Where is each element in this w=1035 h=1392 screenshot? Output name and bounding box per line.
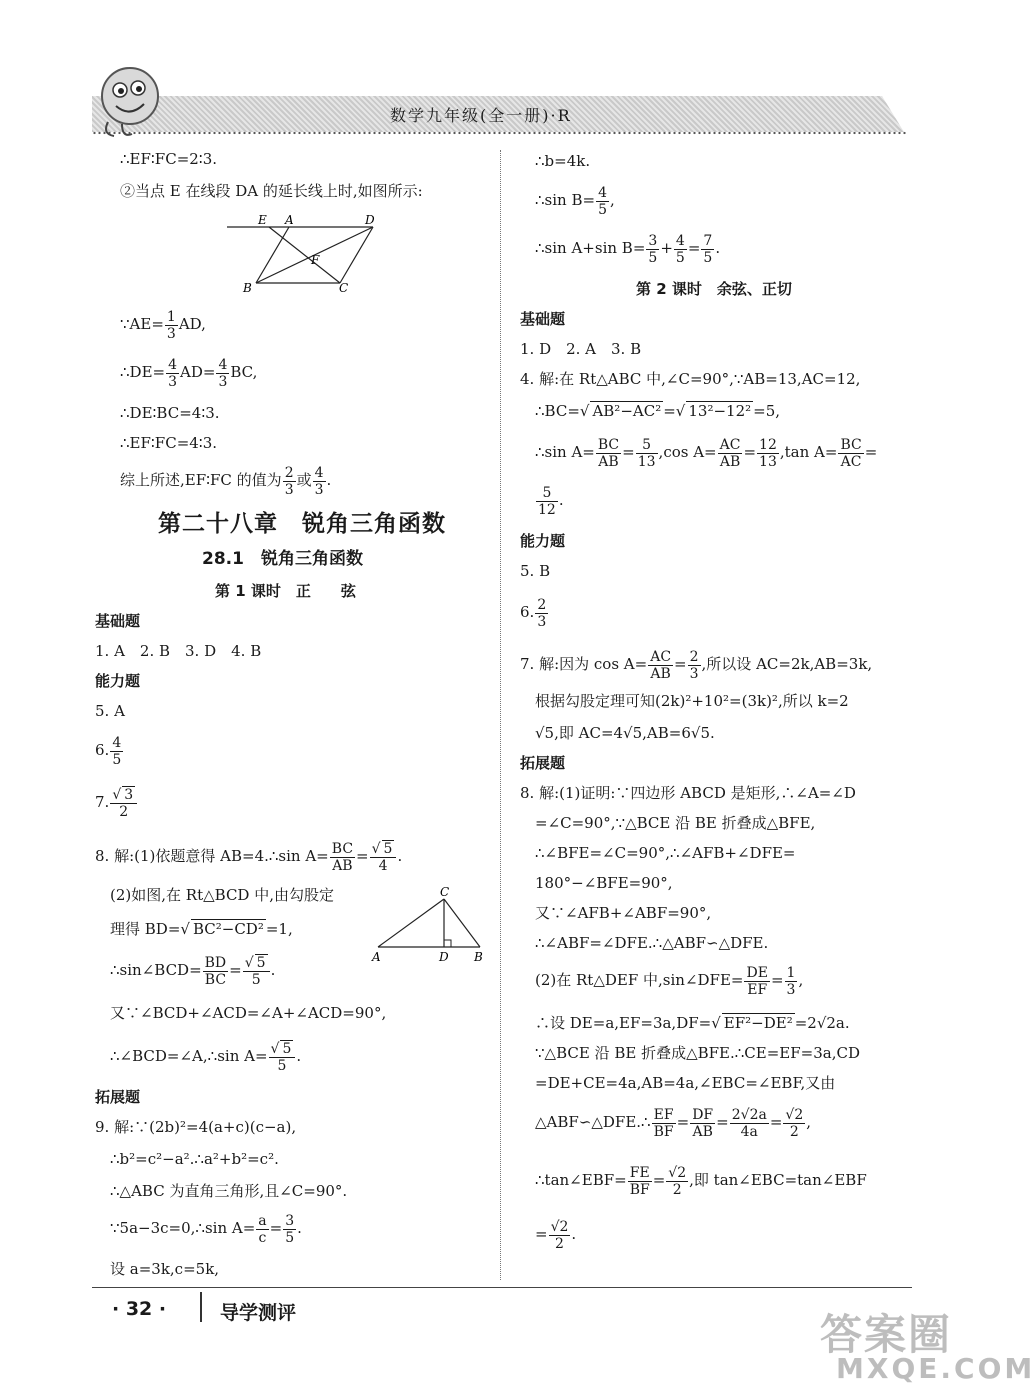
solution-line: 理得 BD=√ BC²−CD² =1, (110, 920, 293, 938)
fig1-label-d: D (365, 213, 375, 227)
section-heading: 能力题 (520, 532, 566, 550)
text-line: ∵AE= $\frac{1}{3}$ AD, (120, 308, 206, 342)
fig1-label-f: F (311, 253, 320, 267)
solution-line: 7. 解:因为 cos A= $\frac{AC}{AB}$ = $\frac{2}{3}$ ,所以设 AC=2k,AB=3k, (520, 648, 873, 682)
answer-line: 1. A 2. B 3. D 4. B (95, 642, 262, 660)
answer-line: 5. A (95, 702, 125, 720)
solution-line: 又∵∠AFB+∠ABF=90°, (535, 904, 712, 922)
fig2-label-d: D (439, 950, 449, 964)
solution-line: 设 a=3k,c=5k, (110, 1260, 220, 1278)
solution-line: 4. 解:在 Rt△ABC 中,∠C=90°,∵AB=13,AC=12, (520, 370, 861, 388)
footer-separator (200, 1292, 202, 1322)
solution-line: ∴BC=√ AB²−AC² =√ 13²−12² =5, (535, 402, 781, 420)
solution-line: 又∵∠BCD+∠ACD=∠A+∠ACD=90°, (110, 1004, 387, 1022)
solution-line: = $\frac{√2}{2}$ . (535, 1218, 577, 1252)
fig2-label-a: A (372, 950, 381, 964)
section-heading: 基础题 (95, 612, 141, 630)
mascot-icon (88, 60, 170, 142)
solution-line: (2)如图,在 Rt△BCD 中,由勾股定 (110, 886, 334, 904)
fig2-label-c: C (440, 885, 450, 899)
solution-line: ∴b²=c²−a².∴a²+b²=c². (110, 1150, 279, 1168)
solution-line: ∴∠ABF=∠DFE.∴△ABF∽△DFE. (535, 934, 769, 952)
section-heading: 基础题 (520, 310, 566, 328)
solution-line: 9. 解:∵(2b)²=4(a+c)(c−a), (95, 1118, 297, 1136)
section-heading: 能力题 (95, 672, 141, 690)
footer-rule (92, 1287, 912, 1288)
solution-line: $\frac{5}{12}$ . (538, 484, 564, 518)
parallelogram-figure (225, 208, 385, 298)
answer-line: 5. B (520, 562, 551, 580)
solution-line: 8. 解:(1)证明:∵四边形 ABCD 是矩形,∴∠A=∠D (520, 784, 856, 802)
solution-line: ∴sin A= $\frac{BC}{AB}$ = $\frac{5}{13}$ ,cos A= $\frac{AC}{AB}$ = $\frac{12}{13}$ ,tan A= $\frac{BC}{AC}$ = (535, 436, 878, 470)
book-title: 导学测评 (220, 1302, 297, 1324)
text-line: 综上所述,EF∶FC 的值为 $\frac{2}{3}$ 或 $\frac{4}{3}$ . (120, 464, 332, 498)
solution-line: ∴sin∠BCD= $\frac{BD}{BC}$ = $\frac{√ 5}{5}$ . (110, 954, 276, 988)
solution-line: 8. 解:(1)依题意得 AB=4.∴sin A= $\frac{BC}{AB}$ = $\frac{√ 5}{4}$ . (95, 840, 403, 874)
text-line: ∴DE= $\frac{4}{3}$ AD= $\frac{4}{3}$ BC, (120, 356, 258, 390)
answer-line: 1. D 2. A 3. B (520, 340, 642, 358)
lesson-title: 第 2 课时 余弦、正切 (636, 280, 792, 298)
solution-line: ∴∠BFE=∠C=90°,∴∠AFB+∠DFE= (535, 844, 796, 862)
solution-line: ∴b=4k. (535, 152, 591, 170)
solution-line: ∴sin B= $\frac{4}{5}$ , (535, 184, 615, 218)
solution-line: √5,即 AC=4√5,AB=6√5. (535, 724, 715, 742)
subchapter-title: 28.1 锐角三角函数 (202, 549, 363, 569)
page-number: · 32 · (112, 1298, 167, 1320)
solution-line: ∵5a−3c=0,∴sin A= $\frac{a}{c}$ = $\frac{3}{5}$ . (110, 1212, 302, 1246)
solution-line: ∴tan∠EBF= $\frac{FE}{BF}$ = $\frac{√2}{2}$ ,即 tan∠EBC=tan∠EBF (535, 1164, 867, 1198)
watermark-url: MXQE.COM (836, 1352, 1035, 1385)
header-dotted-rule (92, 131, 908, 135)
solution-line: ∴△ABC 为直角三角形,且∠C=90°. (110, 1182, 348, 1200)
fig1-label-e: E (258, 213, 267, 227)
solution-line: ∴∠BCD=∠A,∴sin A= $\frac{√ 5}{5}$ . (110, 1040, 302, 1074)
right-triangle-figure (370, 885, 490, 965)
solution-line: ∵△BCE 沿 BE 折叠成△BFE.∴CE=EF=3a,CD (535, 1044, 860, 1062)
answer-line: 6. $\frac{4}{5}$ (95, 734, 122, 768)
header-title: 数学九年级(全一册)·R (390, 106, 572, 125)
solution-line: =DE+CE=4a,AB=4a,∠EBC=∠EBF,又由 (535, 1074, 836, 1092)
fig1-label-a: A (285, 213, 294, 227)
text-line: ∴EF∶FC=2∶3. (120, 150, 218, 168)
text-line: ②当点 E 在线段 DA 的延长线上时,如图所示: (120, 182, 423, 200)
text-line: ∴DE∶BC=4∶3. (120, 404, 220, 422)
lesson-title: 第 1 课时 正 弦 (215, 582, 356, 600)
answer-line: 6. $\frac{2}{3}$ (520, 596, 547, 630)
solution-line: ∴设 DE=a,EF=3a,DF=√ EF²−DE² =2√2a. (535, 1014, 850, 1032)
solution-line: =∠C=90°,∵△BCE 沿 BE 折叠成△BFE, (535, 814, 816, 832)
watermark-logo: 答案圈 (820, 1310, 953, 1359)
fig1-label-c: C (339, 281, 349, 295)
solution-line: 根据勾股定理可知(2k)²+10²=(3k)²,所以 k=2 (535, 692, 849, 710)
fig1-label-b: B (243, 281, 252, 295)
solution-line: 180°−∠BFE=90°, (535, 874, 673, 892)
solution-line: △ABF∽△DFE.∴ $\frac{EF}{BF}$ = $\frac{DF}{AB}$ = $\frac{2√2a}{4a}$ = $\frac{√2}{2}$ , (535, 1106, 812, 1140)
chapter-title: 第二十八章 锐角三角函数 (158, 511, 446, 537)
answer-line: 7. $\frac{√ 3}{2}$ (95, 780, 138, 824)
solution-line: ∴sin A+sin B= $\frac{3}{5}$ + $\frac{4}{5}$ = $\frac{7}{5}$ . (535, 232, 721, 266)
section-heading: 拓展题 (520, 754, 566, 772)
text-line: ∴EF∶FC=4∶3. (120, 434, 218, 452)
fig2-label-b: B (474, 950, 483, 964)
solution-line: (2)在 Rt△DEF 中,sin∠DFE= $\frac{DE}{EF}$ = $\frac{1}{3}$ , (535, 964, 804, 998)
column-divider (500, 150, 501, 1280)
section-heading: 拓展题 (95, 1088, 141, 1106)
